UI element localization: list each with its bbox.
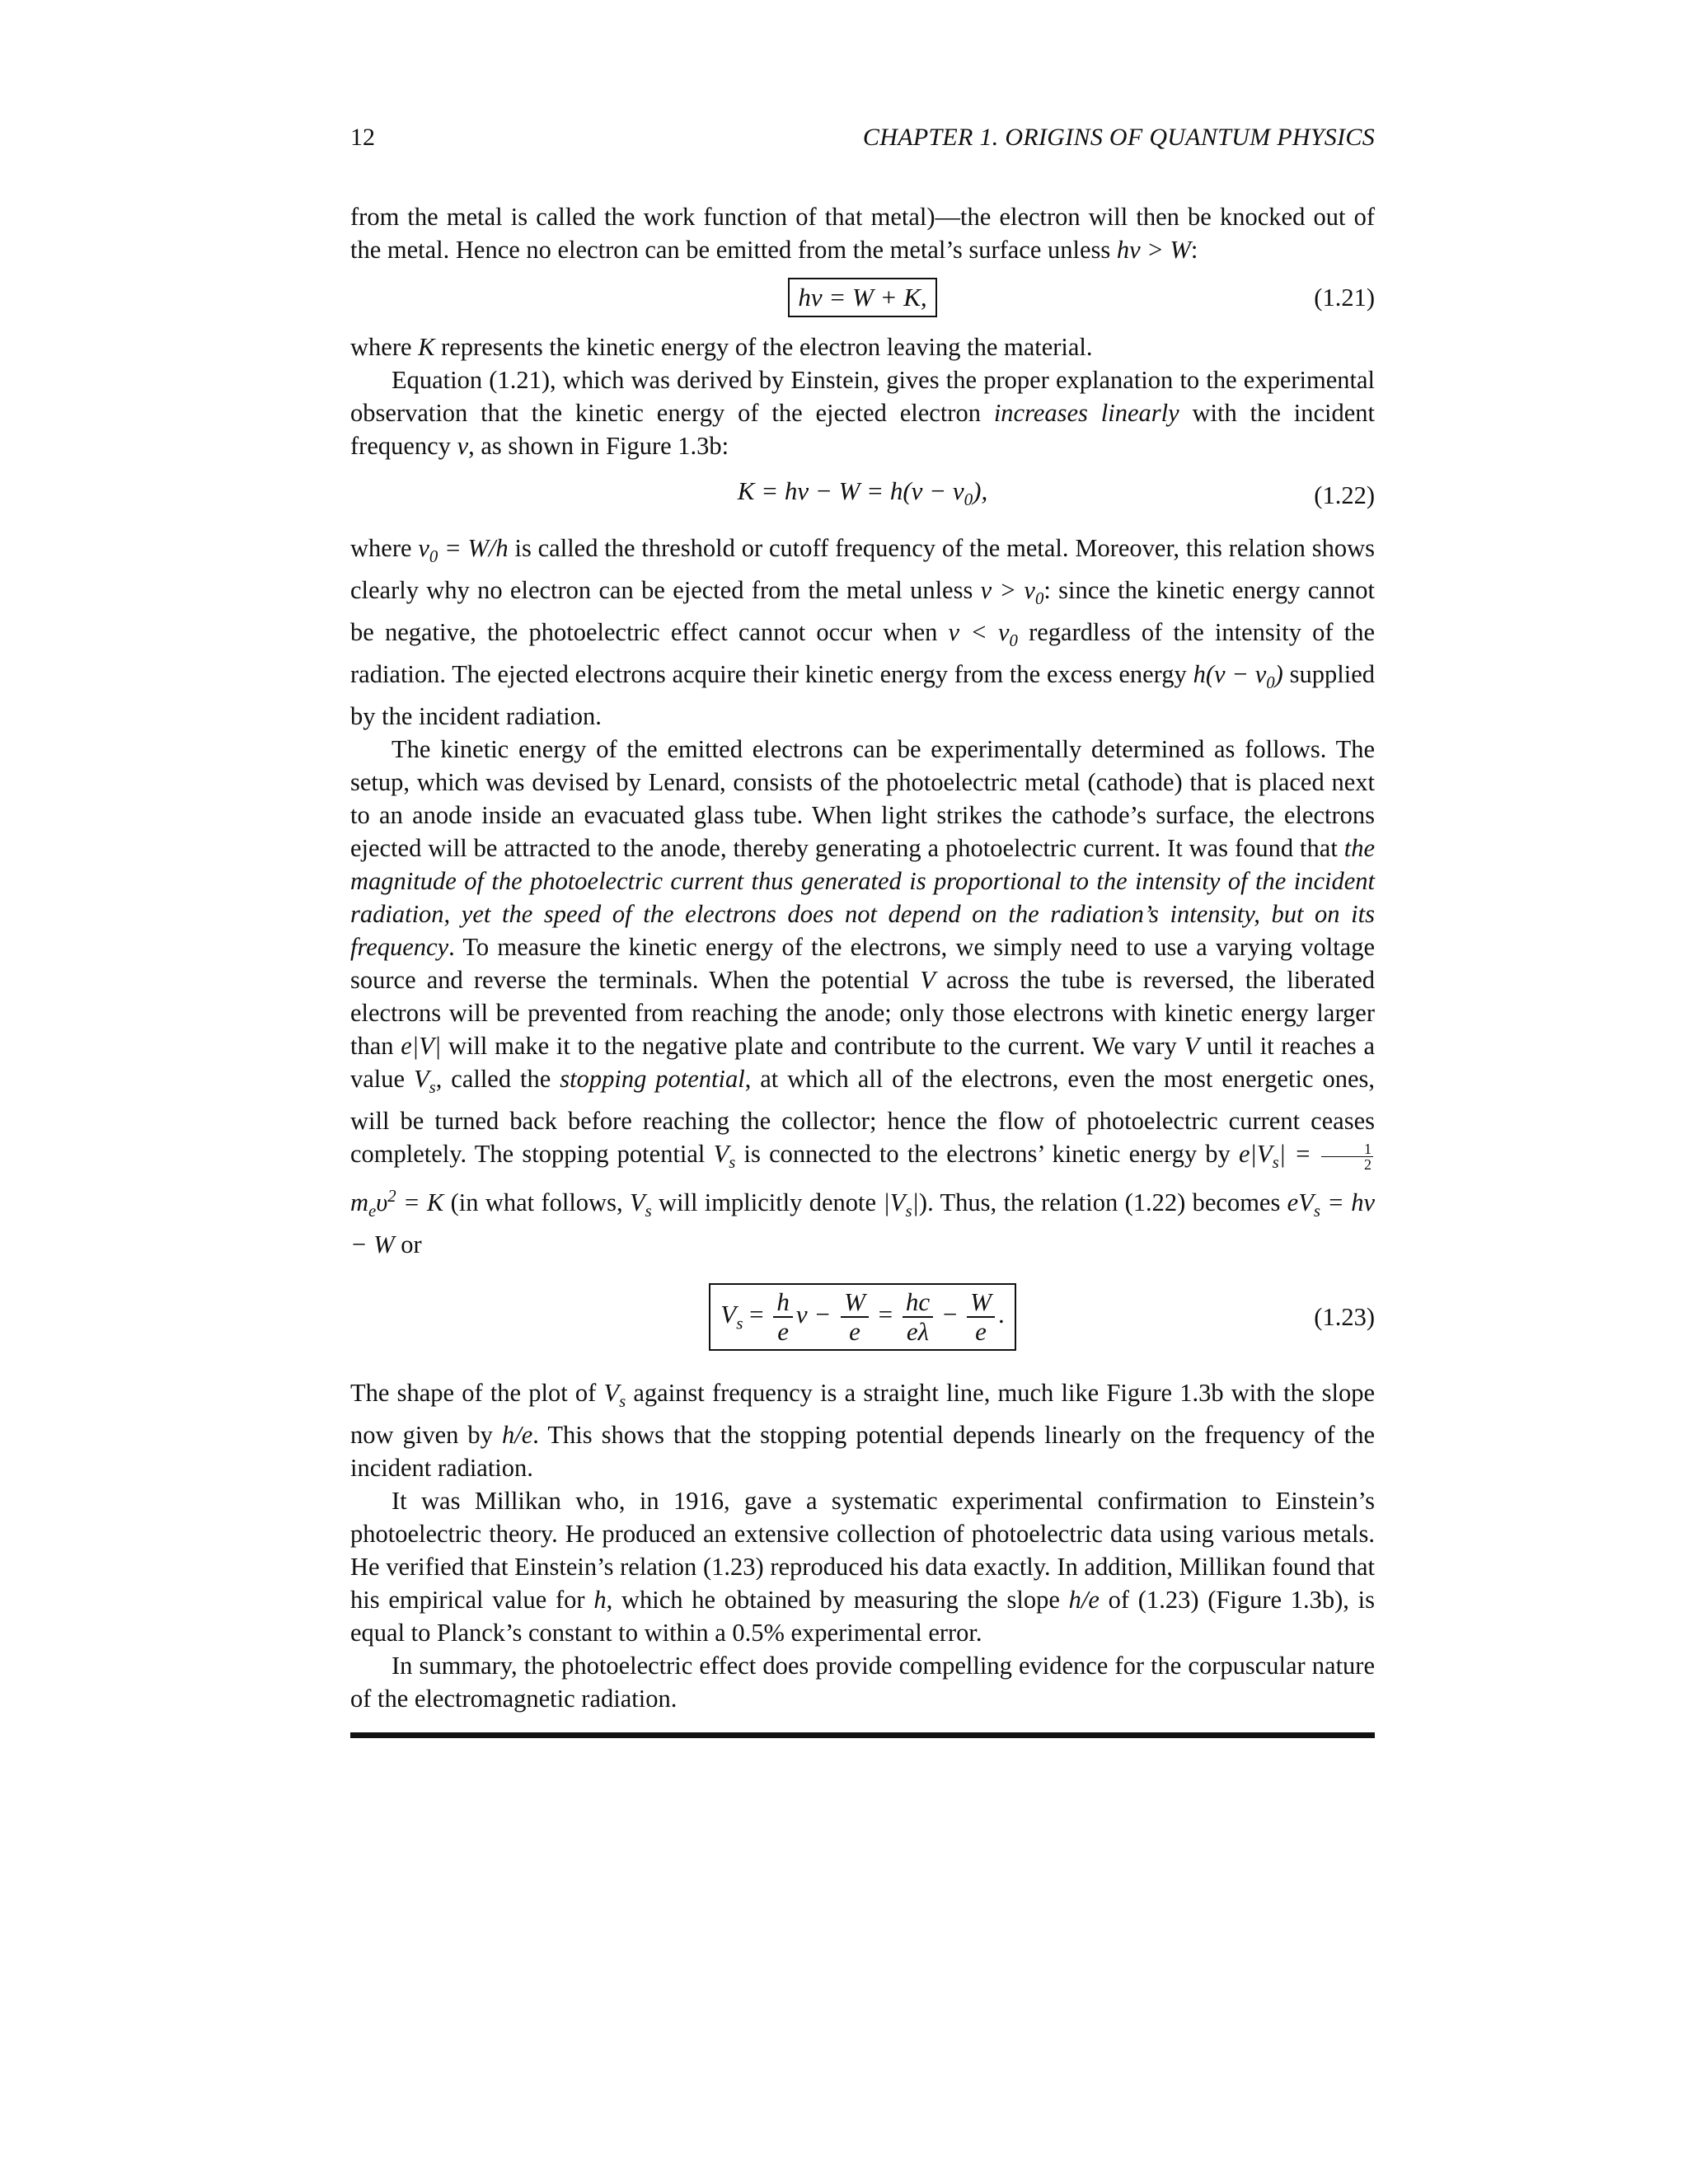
math-sub: s	[1272, 1154, 1279, 1173]
fraction	[903, 1288, 933, 1346]
math-inline: V	[920, 966, 935, 995]
fraction	[773, 1288, 793, 1346]
text-run: against frequency is a straight line, much like Figure 1.3b with the slope now given by	[350, 1378, 1375, 1449]
math-text: K = hν − W = h(ν − ν	[737, 476, 964, 505]
text-run: regardless of the intensity of the radiation. The ejected electrons acquire their kinetic energy from the excess energy	[350, 618, 1375, 689]
text-run: with the incident frequency	[350, 399, 1375, 460]
math-sup: 2	[387, 1187, 396, 1206]
math-inline	[1193, 660, 1283, 693]
math-text: V	[603, 1378, 620, 1407]
text-run: Equation (1.21), which was derived by Einstein, gives the proper explanation to the experimental observation that the kinetic energy of the ejected electron	[350, 366, 1375, 427]
paragraph-5	[350, 733, 1375, 1260]
paragraph-2	[350, 330, 1375, 363]
fraction-numerator: 1	[1321, 1141, 1373, 1157]
fraction-numerator: h	[773, 1288, 793, 1318]
math-inline: h/e	[502, 1420, 533, 1449]
math-text: |	[912, 1188, 919, 1216]
math-inline: ν	[457, 432, 469, 460]
math-sub: 0	[1009, 632, 1018, 651]
emphasis: the magnitude of the photoelectric current thus generated is proportional to the intensity of the incident radiation, yet the speed of the electrons does not depend on the radiation’s intensity, but on its frequency	[350, 834, 1375, 962]
math-inline: K	[418, 333, 435, 361]
text-run: : since the kinetic energy cannot be negative, the photoelectric effect cannot occur when	[350, 576, 1375, 647]
math-sub: e	[368, 1202, 377, 1221]
math-text: ν > ν	[980, 576, 1035, 605]
math-sub: 0	[429, 548, 438, 567]
text-run: supplied by the incident radiation.	[350, 660, 1375, 731]
math-text: ν	[418, 534, 429, 562]
fraction-denominator: eλ	[906, 1316, 930, 1346]
math-text: ),	[973, 476, 988, 505]
text-run: (in what follows,	[443, 1188, 630, 1216]
math-inline: V	[1184, 1032, 1200, 1061]
math-sub: 0	[964, 490, 973, 510]
body-text	[350, 200, 1375, 1715]
text-run: where	[350, 534, 419, 562]
text-run: is connected to the electrons’ kinetic energy by	[735, 1140, 1239, 1169]
math-operator: −	[936, 1299, 964, 1329]
one-half-fraction	[1321, 1141, 1373, 1172]
emphasis: stopping potential	[560, 1065, 745, 1094]
fraction-denominator: e	[975, 1316, 987, 1346]
math-text: | =	[1278, 1140, 1320, 1169]
math-text: ν < ν	[948, 618, 1010, 647]
math-text: e|V	[1239, 1140, 1273, 1169]
fraction-denominator: e	[777, 1316, 790, 1346]
math-text: |V	[883, 1188, 906, 1216]
equation-1-23	[350, 1279, 1375, 1355]
page	[350, 124, 1375, 1715]
math-inline: h	[593, 1585, 607, 1614]
paragraph-4	[350, 532, 1375, 733]
math-sub: s	[645, 1202, 652, 1221]
math-operator: =	[743, 1299, 771, 1329]
math-text: V	[720, 1299, 737, 1329]
math-sub: s	[429, 1079, 436, 1098]
math-inline	[418, 534, 509, 567]
math-text: V	[629, 1188, 645, 1216]
equation-number: (1.22)	[1314, 481, 1375, 509]
text-run: of (1.23) (Figure 1.3b), is equal to Planck’s constant to within a 0.5% experimental error.	[350, 1585, 1375, 1647]
section-end-rule	[350, 1732, 1375, 1738]
fraction-numerator: hc	[903, 1288, 933, 1318]
math-sub: s	[1313, 1202, 1320, 1221]
math-text: )	[1274, 660, 1283, 689]
paragraph-1	[350, 200, 1375, 266]
equation-1-22	[350, 477, 1375, 513]
math-inline	[414, 1065, 436, 1098]
text-run: , at which all of the electrons, even the most energetic ones, will be turned back before reaching the collector; hence the flow of photoelectric current ceases completely. The stopping potential	[350, 1065, 1375, 1169]
math-inline	[603, 1378, 626, 1411]
running-header	[350, 124, 1375, 165]
math-sub: s	[736, 1313, 743, 1333]
math-sub: 0	[1034, 590, 1044, 609]
chapter-title: CHAPTER 1. ORIGINS OF QUANTUM PHYSICS	[862, 124, 1375, 151]
equation-box: hν = W + K,	[788, 278, 936, 317]
text-run: , called the	[435, 1065, 560, 1094]
math-text: = K	[396, 1188, 444, 1216]
fraction	[841, 1288, 869, 1346]
math-sub: 0	[1266, 674, 1275, 693]
text-run: across the tube is reversed, the liberated electrons will be prevented from reaching the anode; only those electrons with kinetic energy larger than	[350, 966, 1375, 1061]
math-operator: =	[871, 1299, 899, 1329]
math-inline	[948, 618, 1018, 651]
math-inline	[883, 1188, 919, 1221]
math-sub: s	[729, 1154, 736, 1173]
page-number: 12	[350, 124, 375, 151]
math-text: eV	[1287, 1188, 1314, 1216]
math-text: ν −	[795, 1299, 838, 1329]
math-inline	[980, 576, 1044, 609]
text-run: , which he obtained by measuring the slope	[606, 1585, 1069, 1614]
equation-1-21	[350, 276, 1375, 319]
emphasis: increases linearly	[993, 399, 1179, 427]
text-run: . This shows that the stopping potential depends linearly on the frequency of the incident radiation.	[350, 1420, 1375, 1482]
text-run: . To measure the kinetic energy of the electrons, we simply need to use a varying voltage source and reverse the terminals. When the potential	[350, 933, 1375, 995]
math-text: h(ν − ν	[1193, 660, 1267, 689]
math-inline: hν > W	[1116, 236, 1191, 264]
fraction-denominator: 2	[1364, 1155, 1372, 1173]
text-run: It was Millikan who, in 1916, gave a systematic experimental confirmation to Einstein’s photoelectric theory. He produced an extensive collection of photoelectric data using various metals. He verified that Einstein’s relation (1.23) reproduced his data exactly. In addition, Millikan found that his empirical value for	[350, 1486, 1375, 1614]
equation-body	[738, 475, 987, 516]
math-text: V	[414, 1065, 429, 1094]
text-run: until it reaches a value	[350, 1032, 1376, 1094]
math-inline: e|V|	[401, 1032, 442, 1061]
math-text: V	[713, 1140, 729, 1169]
math-text: m	[350, 1188, 369, 1216]
math-text: = hν − W	[350, 1188, 1375, 1258]
text-run: or	[394, 1230, 422, 1258]
text-run: where	[350, 333, 419, 361]
text-run: ). Thus, the relation (1.22) becomes	[918, 1188, 1287, 1216]
text-run: represents the kinetic energy of the electron leaving the material.	[434, 333, 1093, 361]
math-text: .	[997, 1299, 1005, 1329]
text-run: The kinetic energy of the emitted electrons can be experimentally determined as follows. The setup, which was devised by Lenard, consists of the photoelectric metal (cathode) that is placed next to an anode inside an evacuated glass tube. When light strikes the cathode’s surface, the electrons ejected will be attracted to the anode, thereby generating a photoelectric current. It was found that	[350, 735, 1375, 863]
paragraph-3	[350, 363, 1375, 462]
paragraph-7	[350, 1484, 1375, 1649]
text-run: :	[1190, 236, 1198, 264]
math-sub: s	[619, 1392, 626, 1411]
equation-box	[709, 1283, 1015, 1351]
math-inline	[629, 1188, 652, 1221]
text-run: , as shown in Figure 1.3b:	[468, 432, 729, 460]
math-inline	[713, 1140, 736, 1173]
fraction	[967, 1288, 995, 1346]
math-text: = W/h	[438, 534, 509, 562]
text-run: will make it to the negative plate and contribute to the current. We vary	[441, 1032, 1184, 1061]
fraction-denominator: e	[849, 1316, 860, 1346]
text-run: will implicitly denote	[651, 1188, 884, 1216]
math-text: υ	[376, 1188, 388, 1216]
equation-number: (1.21)	[1314, 284, 1375, 312]
text-run: is called the threshold or cutoff frequency of the metal. Moreover, this relation shows clearly why no electron can be ejected from the metal unless	[350, 534, 1375, 605]
fraction-numerator: W	[841, 1288, 869, 1318]
text-run: from the metal is called the work function of that metal)—the electron will then be knocked out of the metal. Hence no electron can be emitted from the metal’s surface unless	[350, 203, 1375, 264]
paragraph-6	[350, 1376, 1375, 1484]
paragraph-8: In summary, the photoelectric effect does provide compelling evidence for the corpuscular nature of the electromagnetic radiation.	[350, 1651, 1375, 1713]
equation-number: (1.23)	[1314, 1302, 1375, 1331]
math-inline: h/e	[1068, 1585, 1100, 1614]
math-sub: s	[905, 1202, 912, 1221]
text-run: The shape of the plot of	[350, 1378, 604, 1407]
fraction-numerator: W	[967, 1288, 995, 1318]
